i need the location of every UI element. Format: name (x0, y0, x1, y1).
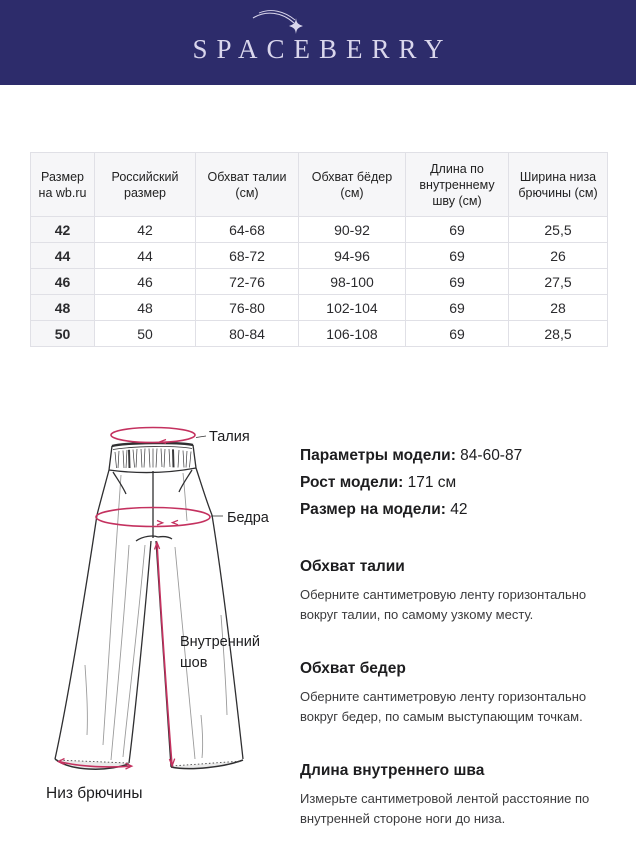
waist-measure-ellipse (111, 428, 195, 443)
size-cell: 42 (31, 217, 95, 243)
value-cell: 64-68 (196, 217, 299, 243)
column-header: Российский размер (95, 153, 196, 217)
column-header: Обхват бёдер (см) (299, 153, 406, 217)
value-cell: 26 (509, 243, 608, 269)
column-header: Размер на wb.ru (31, 153, 95, 217)
measure-sections (300, 558, 615, 829)
table-row (31, 321, 608, 347)
value-cell: 69 (406, 217, 509, 243)
size-cell: 48 (31, 295, 95, 321)
value-cell: 102-104 (299, 295, 406, 321)
comet-star-icon (252, 9, 306, 35)
table-row (31, 295, 608, 321)
table-row (31, 243, 608, 269)
column-header: Длина по внутреннему шву (см) (406, 153, 509, 217)
size-cell: 46 (31, 269, 95, 295)
value-cell: 76-80 (196, 295, 299, 321)
hips-label: Бедра (227, 510, 269, 526)
measurement-guide (0, 415, 636, 848)
value-cell: 69 (406, 269, 509, 295)
brand-logo-text: SPACEBERRY (192, 34, 453, 64)
section-text: Оберните сантиметровую ленту горизонтально вокруг бедер, по самым выступающим точкам. (300, 689, 587, 724)
value-cell: 98-100 (299, 269, 406, 295)
value-cell: 72-76 (196, 269, 299, 295)
table-header-row (31, 153, 608, 217)
waist-label: Талия (209, 429, 250, 445)
size-table (30, 152, 608, 347)
value-cell: 69 (406, 321, 509, 347)
measuring-info-column (300, 442, 615, 829)
column-header: Ширина низа брючины (см) (509, 153, 608, 217)
value-cell: 42 (95, 217, 196, 243)
model-info-line: Размер на модели: 42 (300, 501, 468, 518)
model-info-line: Рост модели: 171 см (300, 474, 457, 491)
pants-diagram (25, 415, 285, 815)
value-cell: 80-84 (196, 321, 299, 347)
value-cell: 28,5 (509, 321, 608, 347)
table-row (31, 217, 608, 243)
column-header: Обхват талии (см) (196, 153, 299, 217)
section-text: Измерьте сантиметровой лентой расстояние по внутренней стороне ноги до низа. (300, 791, 590, 826)
value-cell: 90-92 (299, 217, 406, 243)
value-cell: 69 (406, 243, 509, 269)
value-cell: 25,5 (509, 217, 608, 243)
value-cell: 106-108 (299, 321, 406, 347)
section-title: Обхват талии (300, 558, 405, 575)
brand-header (0, 0, 636, 85)
value-cell: 27,5 (509, 269, 608, 295)
table-row (31, 269, 608, 295)
model-params (300, 442, 615, 523)
inseam-label-line1: Внутренний (180, 634, 260, 650)
inseam-label-line2: шов (180, 655, 208, 671)
value-cell: 69 (406, 295, 509, 321)
value-cell: 46 (95, 269, 196, 295)
section-text: Оберните сантиметровую ленту горизонтально вокруг талии, по самому узкому месту. (300, 587, 587, 622)
value-cell: 28 (509, 295, 608, 321)
model-info-line: Параметры модели: 84-60-87 (300, 447, 523, 464)
value-cell: 50 (95, 321, 196, 347)
value-cell: 68-72 (196, 243, 299, 269)
section-title: Обхват бедер (300, 660, 406, 677)
section-title: Длина внутреннего шва (300, 762, 485, 779)
size-cell: 44 (31, 243, 95, 269)
hem-label: Низ брючины (46, 785, 143, 802)
value-cell: 94-96 (299, 243, 406, 269)
value-cell: 48 (95, 295, 196, 321)
size-cell: 50 (31, 321, 95, 347)
brand-logo (0, 0, 636, 85)
value-cell: 44 (95, 243, 196, 269)
